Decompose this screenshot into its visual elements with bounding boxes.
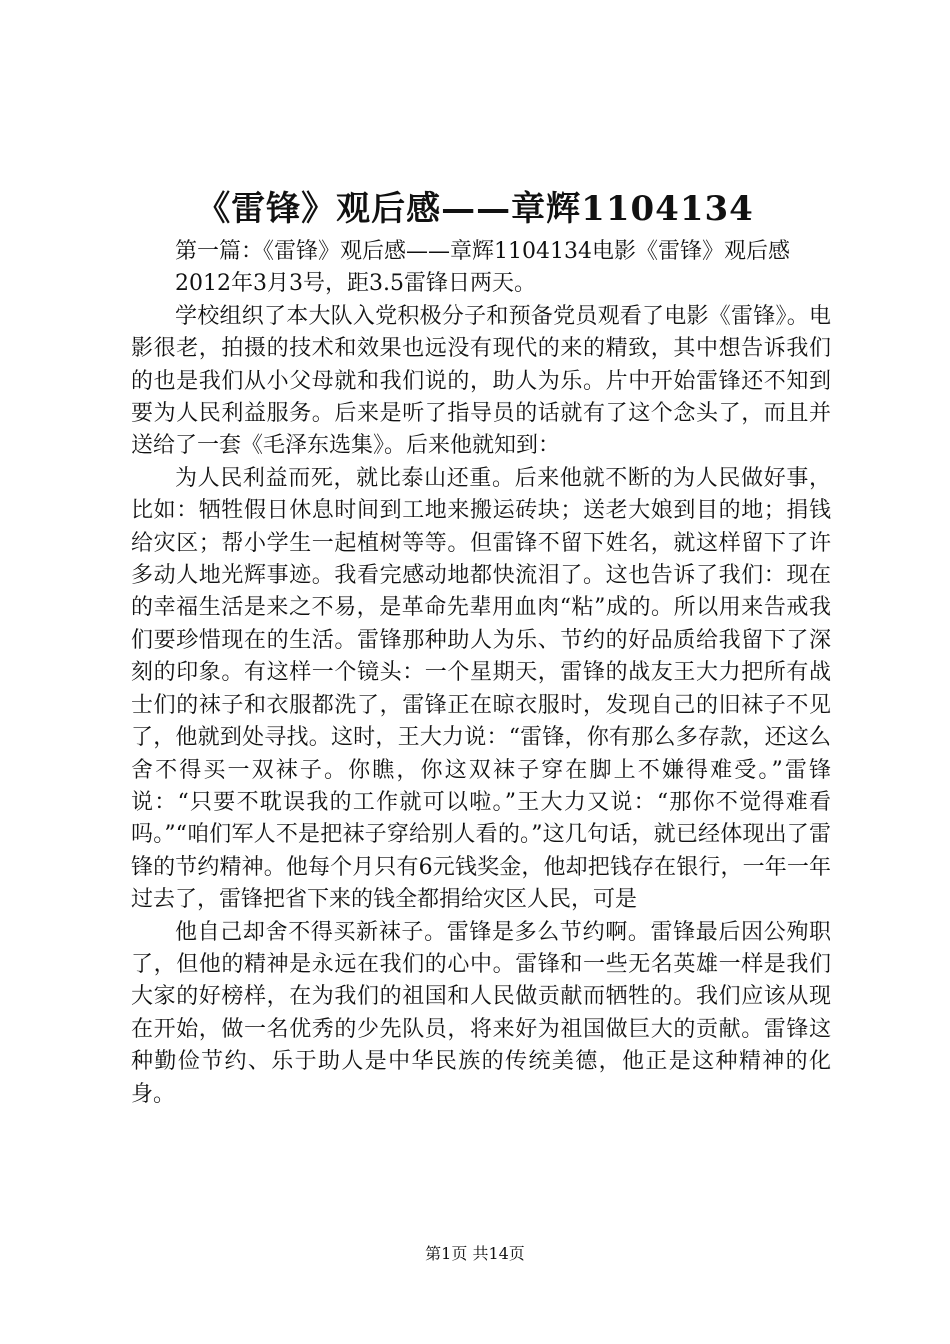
- document-body: [131, 236, 831, 1111]
- paragraph-date: 2012年3月3号，距3.5雷锋日两天。: [175, 271, 536, 297]
- page-footer: 第1页 共14页: [425, 1244, 525, 1263]
- paragraph-heading: 第一篇：《雷锋》观后感——章辉1104134电影《雷锋》观后感: [175, 239, 790, 264]
- document-title: 《雷锋》观后感——章辉1104134: [196, 189, 754, 229]
- paragraph-main: 为人民利益而死，就比泰山还重。后来他就不断的为人民做好事，比如：牺牲假日休息时间到工地来搬运砖块；送老大娘到目的地；捐钱给灾区；帮小学生一起植树等等。但雷锋不留下姓名，就这样留下了许多动人地光辉事迹。我看完感动地都快流泪了。这也告诉了我们：现在的幸福生活是来之不易，是革命先辈用血肉“粘”成的。所以用来告戒我们要珍惜现在的生活。雷锋那种助人为乐、节约的好品质给我留下了深刻的印象。有这样一个镜头：一个星期天，雷锋的战友王大力把所有战士们的袜子和衣服都洗了，雷锋正在晾衣服时，发现自己的旧袜子不见了，他就到处寻找。这时，王大力说：“雷锋，你有那么多存款，还这么舍不得买一双袜子。你瞧，你这双袜子穿在脚上不嫌得难受。”雷锋说：“只要不耽误我的工作就可以啦。”王大力又说：“那你不觉得难看吗。”“咱们军人不是把袜子穿给别人看的。”这几句话，就已经体现出了雷锋的节约精神。他每个月只有6元钱奖金，他却把钱存在银行，一年一年过去了，雷锋把省下来的钱全都捐给灾区人民，可是: [131, 465, 831, 913]
- paragraph-conclusion: 他自己却舍不得买新袜子。雷锋是多么节约啊。雷锋最后因公殉职了，但他的精神是永远在我们的心中。雷锋和一些无名英雄一样是我们大家的好榜样，在为我们的祖国和人民做贡献而牺牲的。我们应该从现在开始，做一名优秀的少先队员，将来好为祖国做巨大的贡献。雷锋这种勤俭节约、乐于助人是中华民族的传统美德，他正是这种精神的化身。: [131, 919, 831, 1107]
- paragraph-intro: 学校组织了本大队入党积极分子和预备党员观看了电影《雷锋》。电影很老，拍摄的技术和效果也远没有现代的来的精致，其中想告诉我们的也是我们从小父母就和我们说的，助人为乐。片中开始雷锋还不知到要为人民利益服务。后来是听了指导员的话就有了这个念头了，而且并送给了一套《毛泽东选集》。后来他就知到：: [131, 303, 831, 459]
